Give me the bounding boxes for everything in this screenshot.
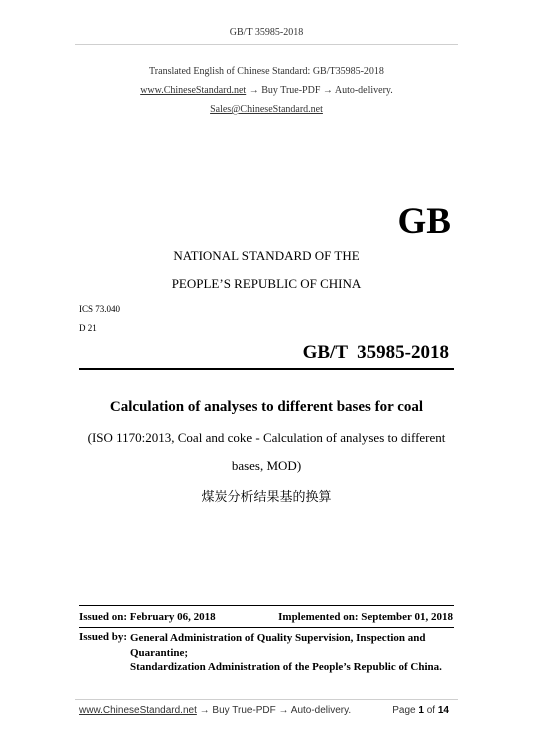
page-label: Page: [392, 705, 416, 716]
translation-site-line: [0, 85, 533, 96]
footer-site-link[interactable]: www.ChineseStandard.net: [79, 705, 197, 716]
footer-divider: [75, 699, 458, 700]
issued-by-line3: Standardization Administration of the People’s Republic of China.: [130, 661, 442, 673]
site-link[interactable]: www.ChineseStandard.net: [140, 85, 247, 96]
footer-site-suffix: → Buy True-PDF → Auto-delivery.: [196, 705, 352, 716]
ics-code: ICS 73.040: [79, 304, 121, 314]
issued-by-line1: General Administration of Quality Supervision, Inspection and: [130, 632, 426, 644]
national-standard-line1: NATIONAL STANDARD OF THE: [173, 248, 360, 263]
page-of: of: [426, 705, 436, 716]
code-rule: [79, 368, 454, 370]
dates-top-rule: [79, 605, 454, 606]
footer-site-line: [79, 705, 351, 716]
standard-code: GB/T 35985-2018: [302, 342, 449, 363]
site-suffix: → Buy True-PDF → Auto-delivery.: [248, 85, 393, 96]
email-link[interactable]: Sales@ChineseStandard.net: [210, 104, 323, 115]
chinese-title: 煤炭分析结果基的换算: [201, 490, 332, 505]
issued-on: Issued on: February 06, 2018: [79, 611, 216, 623]
page-total: 14: [437, 705, 449, 716]
issued-by-label: Issued by:: [79, 631, 127, 643]
subtitle-line1: (ISO 1170:2013, Coal and coke - Calculation of analyses to different: [87, 430, 446, 445]
page-current: 1: [418, 705, 424, 716]
email-line: [0, 104, 533, 115]
running-header: GB/T 35985-2018: [229, 27, 304, 38]
ccs-code: D 21: [79, 323, 97, 333]
header-divider: [75, 44, 458, 45]
page-number: [392, 705, 449, 716]
issued-by-line2: Quarantine;: [130, 646, 189, 659]
national-standard-line2: PEOPLE’S REPUBLIC OF CHINA: [171, 276, 362, 291]
document-title: Calculation of analyses to different bases for coal: [109, 399, 424, 415]
implemented-on: Implemented on: September 01, 2018: [278, 611, 453, 623]
subtitle-line2: bases, MOD): [231, 458, 302, 473]
translation-note: Translated English of Chinese Standard: GB/T35985-2018: [149, 66, 384, 77]
gb-mark: GB: [397, 201, 451, 242]
issued-by-text: [130, 631, 460, 675]
dates-bottom-rule: [79, 627, 454, 628]
